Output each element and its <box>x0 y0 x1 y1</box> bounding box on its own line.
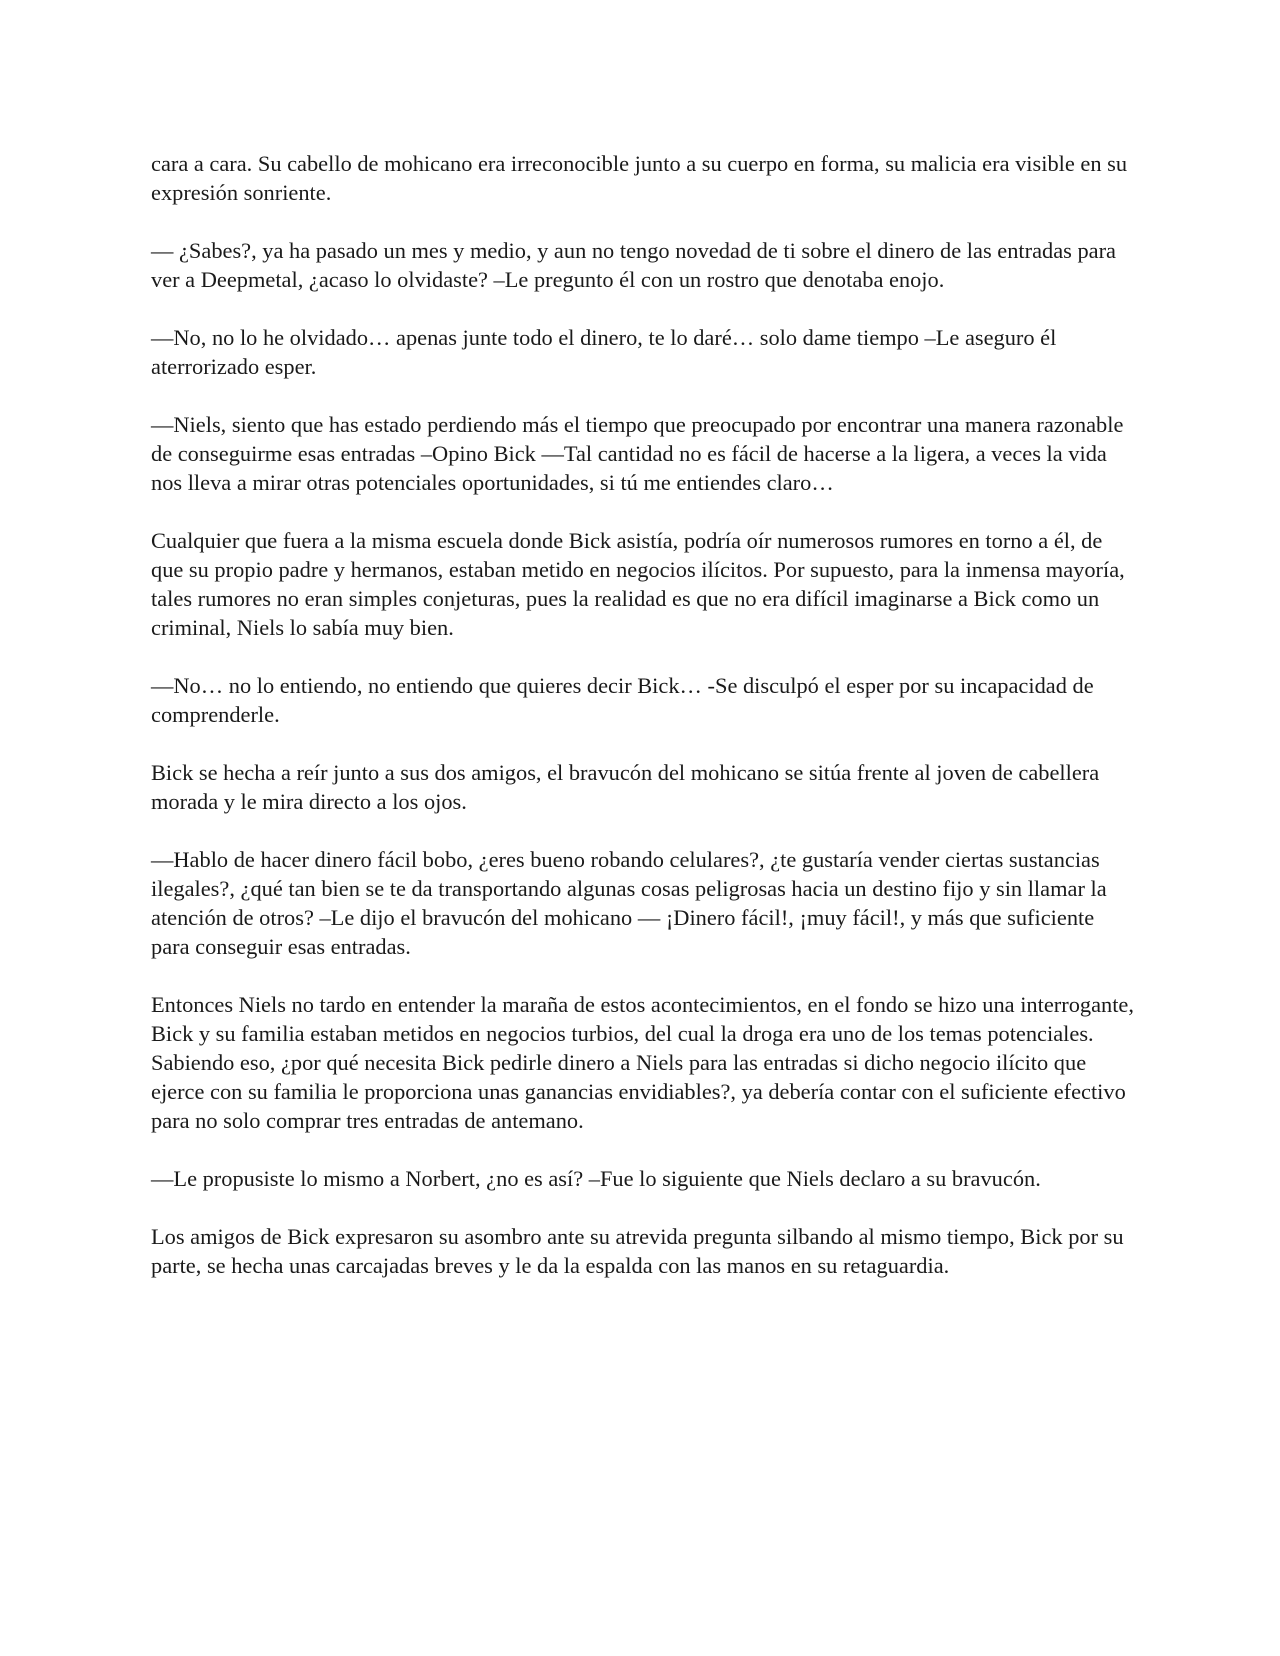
paragraph: —Le propusiste lo mismo a Norbert, ¿no es así? –Fue lo siguiente que Niels declaro a su bravucón. <box>151 1166 1041 1191</box>
paragraph: Los amigos de Bick expresaron su asombro ante su atrevida pregunta silbando al mismo tiempo, Bick por su parte, se hecha unas carcajadas breves y le da la espalda con las manos en su retaguardia. <box>151 1224 1124 1278</box>
paragraph: —Hablo de hacer dinero fácil bobo, ¿eres bueno robando celulares?, ¿te gustaría vender ciertas sustancias ilegales?, ¿qué tan bien se te da transportando algunas cosas peligrosas hacia un destino fijo y sin llamar la atención de otros? –Le dijo el bravucón del mohicano — ¡Dinero fácil!, ¡muy fácil!, y más que suficiente para conseguir esas entradas. <box>151 847 1107 959</box>
paragraph: —No, no lo he olvidado… apenas junte todo el dinero, te lo daré… solo dame tiempo –Le aseguro él aterrorizado esper. <box>151 325 1057 379</box>
body-text <box>151 149 1136 1309</box>
paragraph: — ¿Sabes?, ya ha pasado un mes y medio, y aun no tengo novedad de ti sobre el dinero de las entradas para ver a Deepmetal, ¿acaso lo olvidaste? –Le pregunto él con un rostro que denotaba enojo. <box>151 238 1116 292</box>
paragraph: —No… no lo entiendo, no entiendo que quieres decir Bick… -Se disculpó el esper por su incapacidad de comprenderle. <box>151 673 1094 727</box>
paragraph: cara a cara. Su cabello de mohicano era irreconocible junto a su cuerpo en forma, su malicia era visible en su expresión sonriente. <box>151 151 1128 205</box>
paragraph: Entonces Niels no tardo en entender la maraña de estos acontecimientos, en el fondo se hizo una interrogante, Bick y su familia estaban metidos en negocios turbios, del cual la droga era uno de los temas potenciales. Sabiendo eso, ¿por qué necesita Bick pedirle dinero a Niels para las entradas si dicho negocio ilícito que ejerce con su familia le proporciona unas ganancias envidiables?, ya debería contar con el suficiente efectivo para no solo comprar tres entradas de antemano. <box>151 992 1134 1133</box>
paragraph: —Niels, siento que has estado perdiendo más el tiempo que preocupado por encontrar una manera razonable de conseguirme esas entradas –Opino Bick —Tal cantidad no es fácil de hacerse a la ligera, a veces la vida nos lleva a mirar otras potenciales oportunidades, si tú me entiendes claro… <box>151 412 1124 495</box>
paragraph: Bick se hecha a reír junto a sus dos amigos, el bravucón del mohicano se sitúa frente al joven de cabellera morada y le mira directo a los ojos. <box>151 760 1100 814</box>
paragraph: Cualquier que fuera a la misma escuela donde Bick asistía, podría oír numerosos rumores en torno a él, de que su propio padre y hermanos, estaban metido en negocios ilícitos. Por supuesto, para la inmensa mayoría, tales rumores no eran simples conjeturas, pues la realidad es que no era difícil imaginarse a Bick como un criminal, Niels lo sabía muy bien. <box>151 528 1125 640</box>
